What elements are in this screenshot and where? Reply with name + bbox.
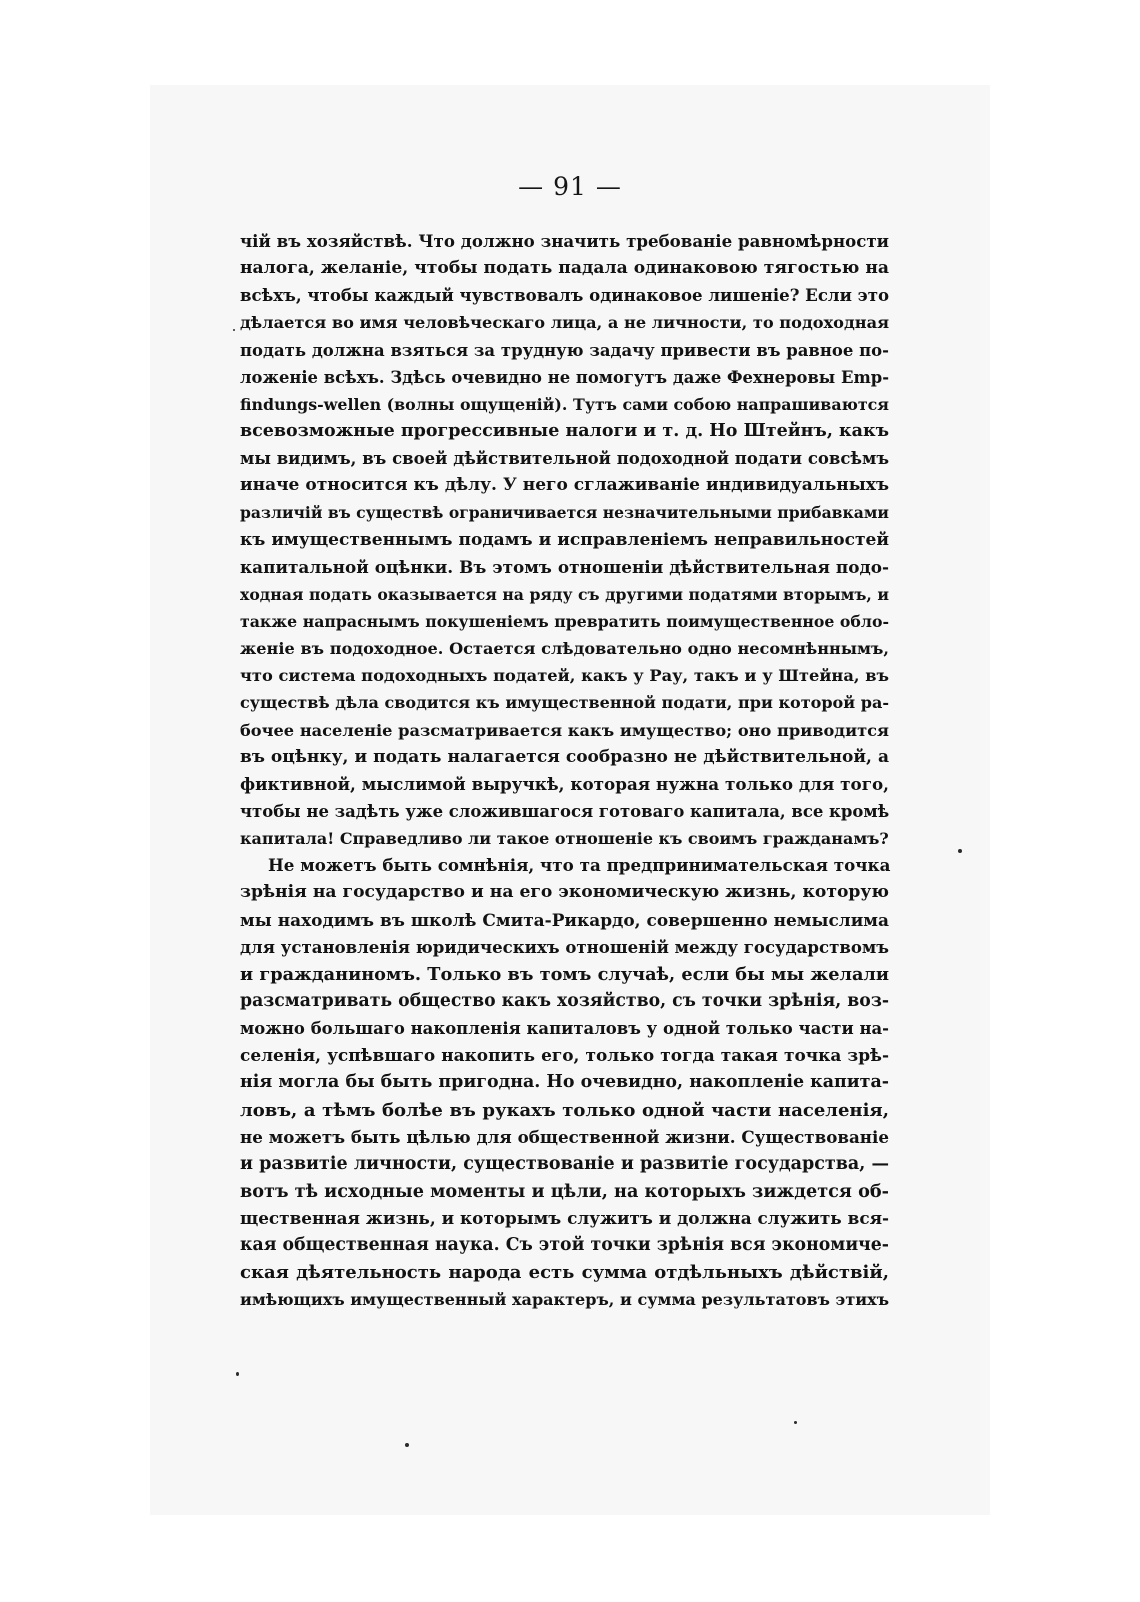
text-line: существѣ дѣла сводится къ имущественной подати, при которой ра- xyxy=(240,693,889,713)
text-line: фиктивной, мыслимой выручкѣ, которая нужна только для того, xyxy=(240,773,889,794)
text-line: бочее населеніе разсматривается какъ имущество; оно приводится xyxy=(240,720,889,740)
text-line: можно большаго накопленія капиталовъ у одной только части на- xyxy=(240,1019,889,1039)
page-number: — 91 — xyxy=(518,172,622,201)
text-line: ходная подать оказывается на ряду съ другими податями вторымъ, и xyxy=(240,584,889,604)
text-line: капитала! Справедливо ли такое отношеніе къ своимъ гражданамъ? xyxy=(240,829,889,849)
text-line: и гражданиномъ. Только въ томъ случаѣ, если бы мы желали xyxy=(240,963,889,985)
scan-speck xyxy=(958,849,962,853)
body-text xyxy=(240,228,889,1314)
text-line: налога, желаніе, чтобы подать падала одинаковою тягостью на xyxy=(240,258,889,279)
text-line: findungs-wellen (волны ощущеній). Тутъ сами собою напрашиваются xyxy=(240,394,889,414)
text-line: разсматривать общество какъ хозяйство, съ точки зрѣнія, воз- xyxy=(240,990,889,1011)
text-line: дѣлается во имя человѣческаго лица, а не личности, то подоходная xyxy=(240,313,890,333)
text-line: зрѣнія на государство и на его экономическую жизнь, которую xyxy=(240,882,889,903)
text-line: щественная жизнь, и которымъ служитъ и должна служить вся- xyxy=(240,1208,889,1229)
text-line: всѣхъ, чтобы каждый чувствовалъ одинаковое лишеніе? Если это xyxy=(240,285,890,306)
text-line: подать должна взяться за трудную задачу привести въ равное по- xyxy=(240,340,889,360)
text-line: нія могла бы быть пригодна. Но очевидно, накопленіе капита- xyxy=(240,1072,889,1093)
text-line: не можетъ быть цѣлью для общественной жизни. Существованіе xyxy=(240,1126,889,1147)
text-line: мы находимъ въ школѣ Смита-Рикардо, совершенно немыслима xyxy=(240,909,889,930)
text-line: также напраснымъ покушеніемъ превратить поимущественное обло- xyxy=(240,611,889,631)
text-line: всевозможные прогрессивные налоги и т. д. Но Штейнъ, какъ xyxy=(240,420,889,441)
text-line: что система подоходныхъ податей, какъ у Рау, такъ и у Штейна, въ xyxy=(240,666,889,686)
text-line: различій въ существѣ ограничивается незначительными прибавками xyxy=(240,503,889,523)
text-line: въ оцѣнку, и подать налагается сообразно не дѣйствительной, а xyxy=(240,746,889,767)
scan-speck xyxy=(405,1443,409,1447)
scan-speck xyxy=(236,1372,239,1376)
text-line: иначе относится къ дѣлу. У него сглаживаніе индивидуальныхъ xyxy=(240,475,889,496)
text-line: къ имущественнымъ подамъ и исправленіемъ неправильностей xyxy=(240,529,889,550)
text-line: чтобы не задѣть уже сложившагося готоваго капитала, все кромѣ xyxy=(240,801,890,821)
text-line: для установленія юридическихъ отношеній между государствомъ xyxy=(240,936,889,957)
text-line: Не можетъ быть сомнѣнія, что та предпринимательская точка xyxy=(268,855,891,876)
text-line: имѣющихъ имущественный характеръ, и сумма результатовъ этихъ xyxy=(240,1290,889,1310)
scan-speck xyxy=(794,1421,797,1424)
text-line: чій въ хозяйствѣ. Что должно значить требованіе равномѣрности xyxy=(240,231,889,251)
text-line: ловъ, а тѣмъ болѣе въ рукахъ только одной части населенія, xyxy=(240,1099,889,1121)
text-line: ская дѣятельность народа есть сумма отдѣльныхъ дѣйствій, xyxy=(240,1262,889,1284)
text-line: ложеніе всѣхъ. Здѣсь очевидно не помогутъ даже Фехнеровы Emp- xyxy=(240,367,889,387)
paragraph xyxy=(240,228,889,852)
text-line: селенія, успѣвшаго накопить его, только тогда такая точка зрѣ- xyxy=(240,1045,889,1066)
text-line: кая общественная наука. Съ этой точки зрѣнія вся экономиче- xyxy=(240,1235,889,1256)
text-line: мы видимъ, въ своей дѣйствительной подоходной подати совсѣмъ xyxy=(240,448,889,469)
text-line: вотъ тѣ исходные моменты и цѣли, на которыхъ зиждется об- xyxy=(240,1180,890,1202)
text-line: и развитіе личности, существованіе и развитіе государства, — xyxy=(240,1153,889,1174)
scan-speck xyxy=(233,329,235,331)
text-line: капитальной оцѣнки. Въ этомъ отношеніи дѣйствительная подо- xyxy=(240,556,889,577)
text-line: женіе въ подоходное. Остается слѣдовательно одно несомнѣннымъ, xyxy=(240,639,889,659)
paragraph xyxy=(240,852,889,1313)
